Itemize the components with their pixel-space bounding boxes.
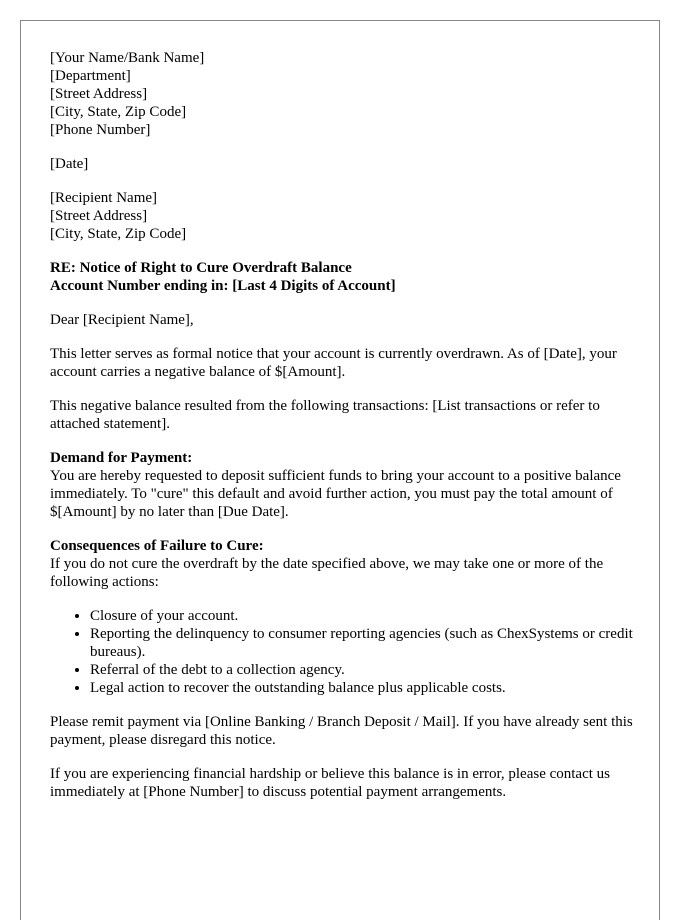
recipient-street: [Street Address] xyxy=(50,208,148,224)
sender-block xyxy=(50,49,642,139)
consequences-section xyxy=(50,537,642,697)
paragraph-remit-payment: Please remit payment via [Online Banking / Branch Deposit / Mail]. If you have already sent this payment, please disregard this notice. xyxy=(50,714,633,748)
re-subject: RE: Notice of Right to Cure Overdraft Balance xyxy=(50,260,352,276)
letter-content xyxy=(50,49,642,817)
letter-date: [Date] xyxy=(50,156,89,172)
paragraph-overdrawn-notice: This letter serves as formal notice that your account is currently overdrawn. As of [Date], your account carries a negative balance of $[Amount]. xyxy=(50,346,617,380)
demand-section xyxy=(50,449,642,521)
demand-heading: Demand for Payment: xyxy=(50,450,193,466)
re-account-number: Account Number ending in: [Last 4 Digits of Account] xyxy=(50,278,396,294)
recipient-block xyxy=(50,189,642,243)
sender-name: [Your Name/Bank Name] xyxy=(50,50,205,66)
sender-city: [City, State, Zip Code] xyxy=(50,104,187,120)
re-block xyxy=(50,259,642,295)
recipient-city: [City, State, Zip Code] xyxy=(50,226,187,242)
list-item: • Legal action to recover the outstanding balance plus applicable costs. xyxy=(90,679,642,697)
salutation: Dear [Recipient Name], xyxy=(50,312,194,328)
sender-phone: [Phone Number] xyxy=(50,122,151,138)
consequences-list xyxy=(50,607,642,697)
consequences-text: If you do not cure the overdraft by the date specified above, we may take one or more of the following actions: xyxy=(50,556,604,590)
paragraph-hardship: If you are experiencing financial hardship or believe this balance is in error, please contact us immediately at [Phone Number] to discuss potential payment arrangements. xyxy=(50,766,611,800)
list-item: • Referral of the debt to a collection agency. xyxy=(90,661,642,679)
sender-street: [Street Address] xyxy=(50,86,148,102)
paragraph-transactions: This negative balance resulted from the following transactions: [List transactions or refer to attached statement]. xyxy=(50,398,600,432)
consequences-heading: Consequences of Failure to Cure: xyxy=(50,538,264,554)
list-item: • Closure of your account. xyxy=(90,607,642,625)
sender-department: [Department] xyxy=(50,68,131,84)
demand-text: You are hereby requested to deposit sufficient funds to bring your account to a positive balance immediately. To "cure" this default and avoid further action, you must pay the total amount of $[Amount] by no later than [Due Date]. xyxy=(50,468,621,520)
recipient-name: [Recipient Name] xyxy=(50,190,158,206)
list-item: • Reporting the delinquency to consumer reporting agencies (such as ChexSystems or credit bureaus). xyxy=(90,625,642,661)
date-block xyxy=(50,155,642,173)
letter-page xyxy=(20,20,660,920)
